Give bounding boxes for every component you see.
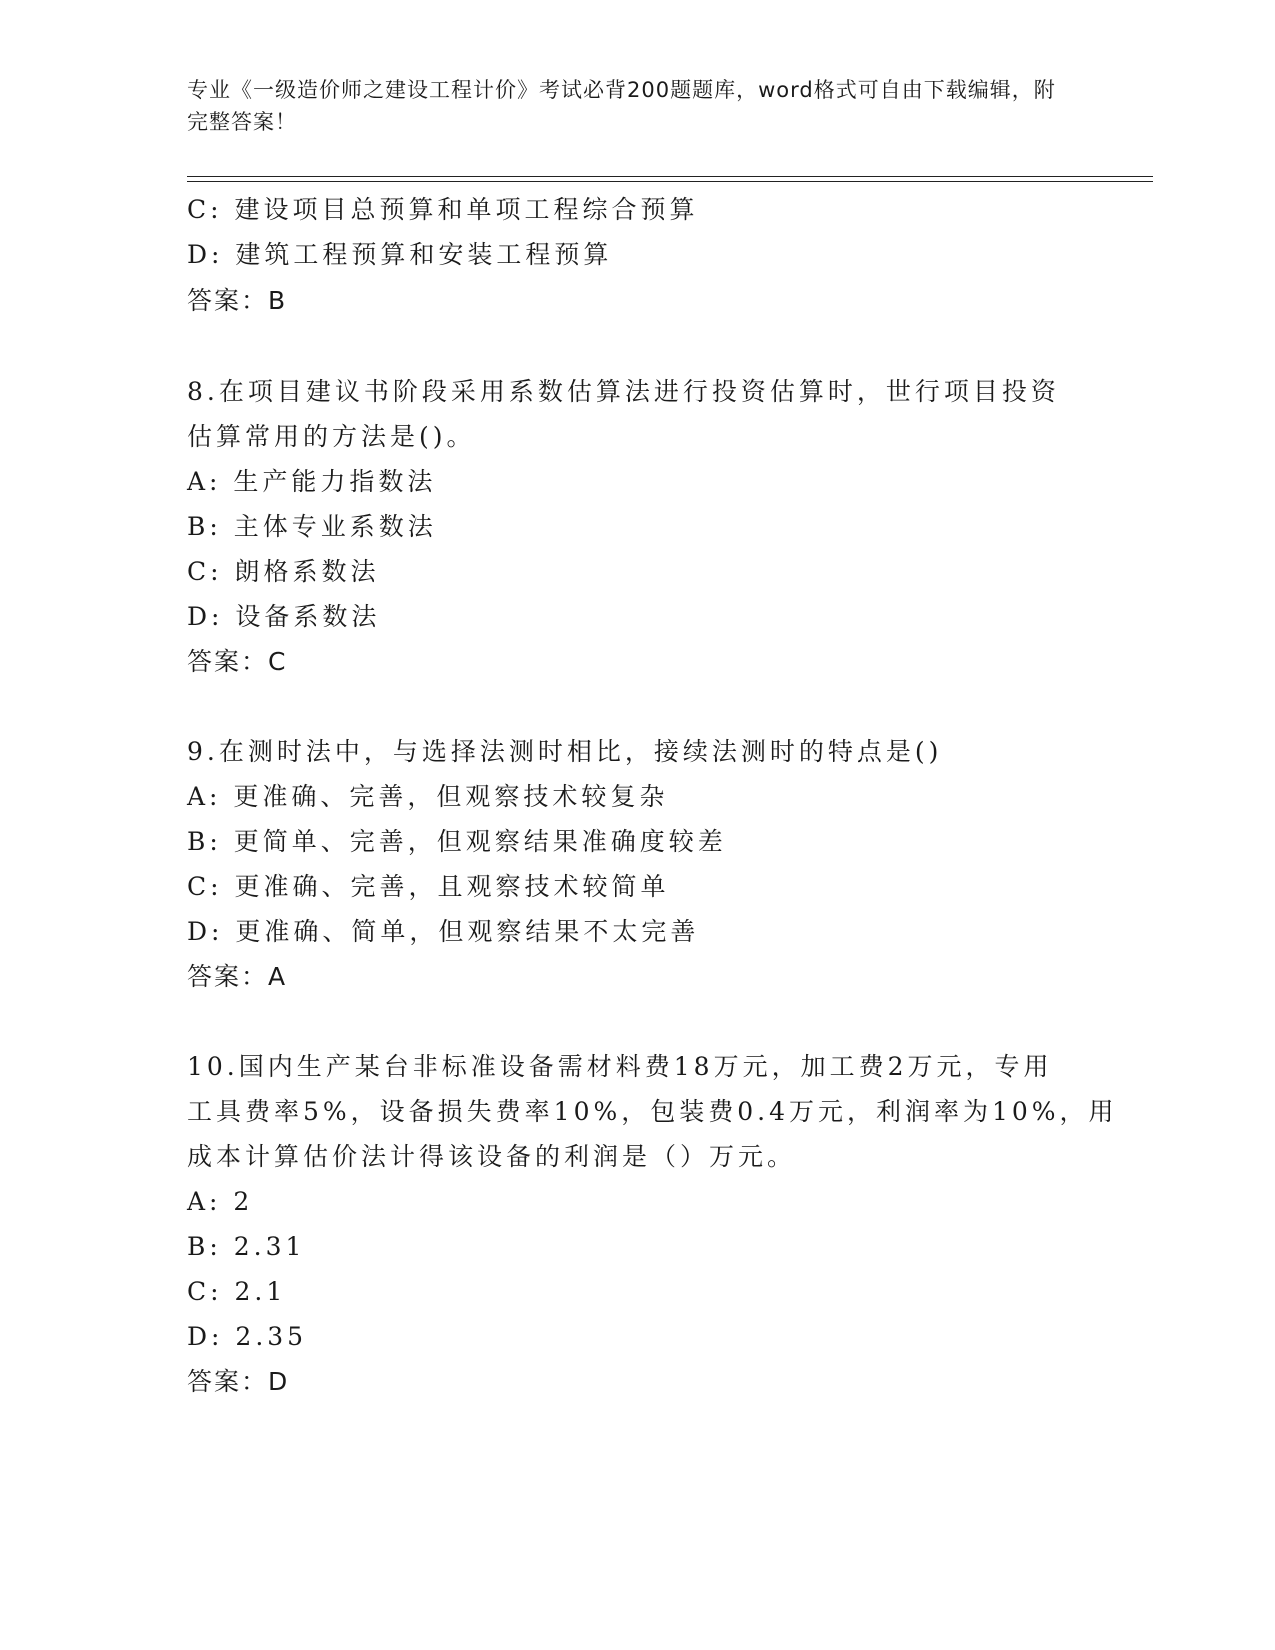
q8-option-a: A: 生产能力指数法 [187, 467, 437, 496]
q10-option-d: D: 2.35 [187, 1322, 308, 1351]
q8-answer: 答案：C [187, 647, 288, 676]
q10-answer: 答案：D [187, 1367, 290, 1396]
q10-stem-line2: 工具费率5%，设备损失费率10%，包装费0.4万元，利润率为10%，用 [187, 1097, 1118, 1126]
q9-stem-line1: 9.在测时法中，与选择法测时相比，接续法测时的特点是() [187, 737, 943, 766]
q9-option-c: C: 更准确、完善，且观察技术较简单 [187, 872, 670, 901]
header-divider-top [187, 176, 1153, 177]
q10-option-a: A: 2 [187, 1187, 254, 1216]
q8-stem-line2: 估算常用的方法是()。 [187, 422, 476, 451]
q9-option-b: B: 更简单、完善，但观察结果准确度较差 [187, 827, 727, 856]
q8-option-b: B: 主体专业系数法 [187, 512, 437, 541]
q9-option-d: D: 更准确、简单，但观察结果不太完善 [187, 917, 700, 946]
q8-stem-line1: 8.在项目建议书阶段采用系数估算法进行投资估算时，世行项目投资 [187, 377, 1060, 406]
q7-option-c: C: 建设项目总预算和单项工程综合预算 [187, 195, 699, 224]
q7-answer: 答案：B [187, 286, 288, 315]
q8-option-d: D: 设备系数法 [187, 602, 381, 631]
q10-option-c: C: 2.1 [187, 1277, 287, 1306]
document-header: 专业《一级造价师之建设工程计价》考试必背200题题库，word格式可自由下载编辑，附完整答案！ [187, 78, 1056, 134]
q10-stem-line3: 成本计算估价法计得该设备的利润是（）万元。 [187, 1142, 797, 1171]
q9-answer: 答案：A [187, 962, 288, 991]
q10-option-b: B: 2.31 [187, 1232, 306, 1261]
q7-option-d: D: 建筑工程预算和安装工程预算 [187, 240, 613, 269]
q8-option-c: C: 朗格系数法 [187, 557, 380, 586]
header-divider-bottom [187, 181, 1153, 182]
q10-stem-line1: 10.国内生产某台非标准设备需材料费18万元，加工费2万元，专用 [187, 1052, 1053, 1081]
q9-option-a: A: 更准确、完善，但观察技术较复杂 [187, 782, 669, 811]
